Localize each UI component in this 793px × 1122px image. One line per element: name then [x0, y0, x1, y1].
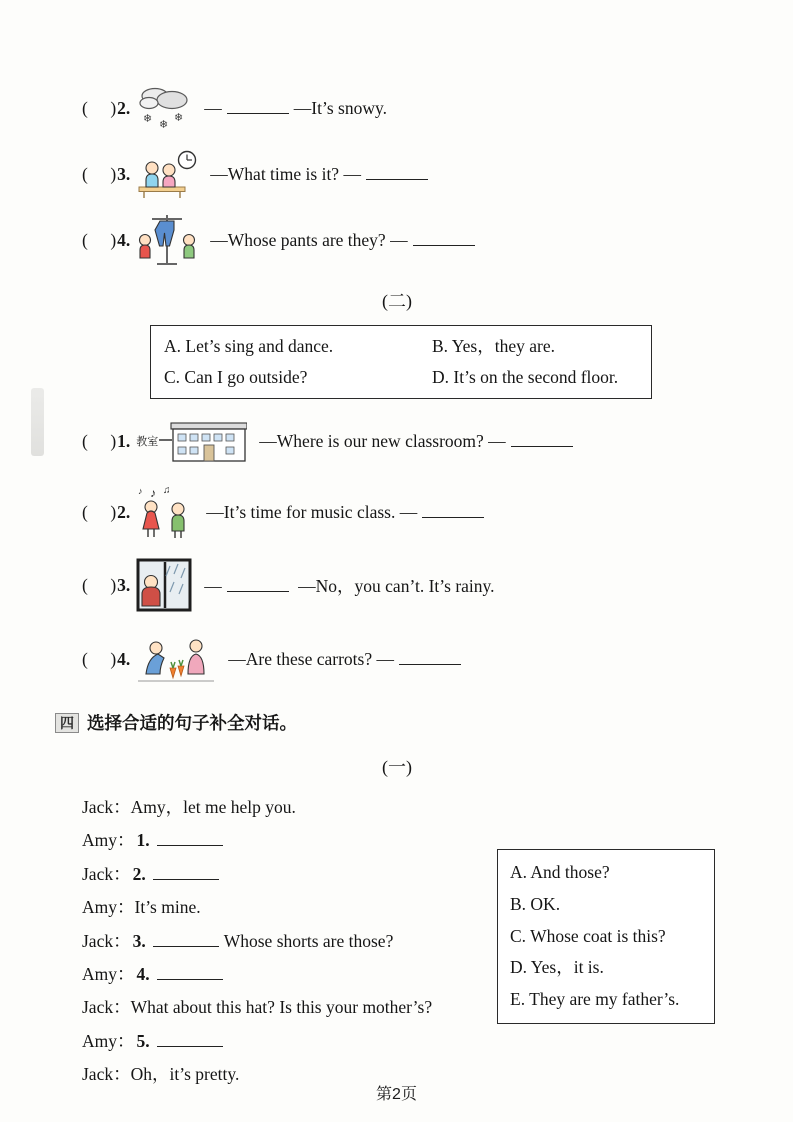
answer-blank[interactable] [422, 502, 484, 518]
answer-bracket[interactable]: ( ) [82, 230, 118, 250]
speaker-label: Jack： [82, 863, 131, 884]
question-text: —Where is our new classroom? — [259, 431, 577, 452]
speaker-label: Amy： [82, 963, 135, 984]
question-row [82, 630, 793, 688]
option-b[interactable]: B. OK. [510, 893, 561, 914]
blank-number: 2. [132, 863, 146, 884]
options-box-part2 [150, 325, 652, 399]
dialogue-line [82, 791, 793, 824]
answer-blank[interactable] [153, 931, 219, 947]
question-row [82, 148, 793, 200]
answer-bracket[interactable]: ( ) [82, 501, 118, 522]
dialogue-text: Amy，let me help you. [130, 797, 296, 817]
option-c[interactable]: C. Can I go outside? [164, 367, 308, 387]
option-e[interactable]: E. They are my father’s. [510, 989, 680, 1010]
question-row [82, 485, 793, 539]
answer-blank[interactable] [399, 649, 461, 665]
answer-bracket[interactable]: ( ) [82, 97, 118, 118]
svg-text:♪: ♪ [138, 486, 143, 496]
question-row [82, 212, 793, 269]
kids-clock-image [136, 149, 198, 199]
speaker-label: Amy： [82, 897, 135, 918]
speaker-label: Jack： [82, 930, 131, 951]
answer-bracket[interactable]: ( ) [82, 430, 118, 451]
question-number: 4. [117, 230, 131, 250]
answer-blank[interactable] [511, 431, 573, 447]
option-a[interactable]: A. And those? [510, 862, 610, 882]
subsection-heading-2: (二) [382, 291, 412, 311]
dialogue-text: What about this hat? Is this your mother’s? [130, 997, 433, 1018]
question-number: 2. [117, 97, 131, 118]
question-row [82, 82, 793, 134]
question-text: —It’s time for music class. — [206, 502, 489, 523]
singing-kids-image [136, 485, 194, 539]
option-a[interactable]: A. Let’s sing and dance. [164, 336, 334, 356]
question-text: — —It’s snowy. [204, 97, 387, 118]
svg-text:♪: ♪ [150, 486, 157, 500]
carrots-kids-image [136, 632, 216, 686]
svg-text:❄: ❄ [143, 113, 153, 125]
dialogue-text: Oh，it’s pretty. [130, 1064, 240, 1085]
question-row [82, 413, 793, 469]
question-text: —What time is it? — [210, 164, 433, 185]
answer-blank[interactable] [153, 864, 219, 880]
question-number: 3. [117, 163, 131, 184]
option-d[interactable]: D. It’s on the second floor. [432, 367, 619, 387]
answer-bracket[interactable]: ( ) [82, 648, 118, 669]
blank-number: 3. [132, 930, 146, 951]
subsection-heading-1: (一) [382, 757, 412, 777]
question-number: 2. [117, 501, 131, 522]
answer-blank[interactable] [413, 230, 475, 246]
pants-rack-image [136, 212, 198, 269]
dialogue-line [82, 1025, 793, 1058]
dialogue-text: Whose shorts are those? [223, 930, 394, 951]
section-title: 选择合适的句子补全对话。 [87, 713, 297, 733]
speaker-label: Jack： [82, 997, 131, 1018]
question-number: 1. [117, 430, 131, 451]
question-text: —Whose pants are they? — [210, 230, 479, 251]
question-number: 4. [117, 648, 131, 669]
question-row [82, 557, 793, 613]
answer-blank[interactable] [227, 98, 289, 114]
answer-bracket[interactable]: ( ) [82, 574, 118, 595]
snowy-weather-image [136, 84, 192, 132]
blank-number: 5. [136, 1030, 150, 1051]
question-text: —Are these carrots? — [228, 649, 466, 670]
rainy-window-image [136, 558, 192, 612]
answer-blank[interactable] [157, 830, 223, 846]
dialogue-text: It’s mine. [134, 897, 201, 918]
blank-number: 1. [136, 830, 150, 851]
question-text: — —No，you can’t. It’s rainy. [204, 575, 495, 596]
speaker-label: Jack： [82, 1064, 131, 1085]
page-number: 第2页 [376, 1086, 417, 1103]
speaker-label: Amy： [82, 830, 135, 851]
option-b[interactable]: B. Yes，they are. [432, 336, 555, 356]
classroom-label: 教室 [136, 436, 159, 448]
option-c[interactable]: C. Whose coat is this? [510, 925, 666, 946]
answer-blank[interactable] [227, 576, 289, 592]
speaker-label: Jack： [82, 797, 131, 817]
options-box-part4 [497, 849, 715, 1024]
section-header [55, 710, 793, 735]
answer-bracket[interactable]: ( ) [82, 163, 118, 184]
dialogue-section [82, 791, 793, 1092]
speaker-label: Amy： [82, 1030, 135, 1051]
answer-blank[interactable] [157, 964, 223, 980]
section-number-badge: 四 [55, 713, 79, 733]
option-d[interactable]: D. Yes，it is. [510, 957, 604, 978]
question-number: 3. [117, 574, 131, 595]
answer-blank[interactable] [157, 1031, 223, 1047]
blank-number: 4. [136, 963, 150, 984]
svg-text:♫: ♫ [163, 485, 171, 496]
svg-text:❄: ❄ [174, 112, 184, 124]
answer-blank[interactable] [366, 164, 428, 180]
svg-text:❄: ❄ [159, 119, 169, 131]
classroom-building-image [136, 418, 247, 464]
